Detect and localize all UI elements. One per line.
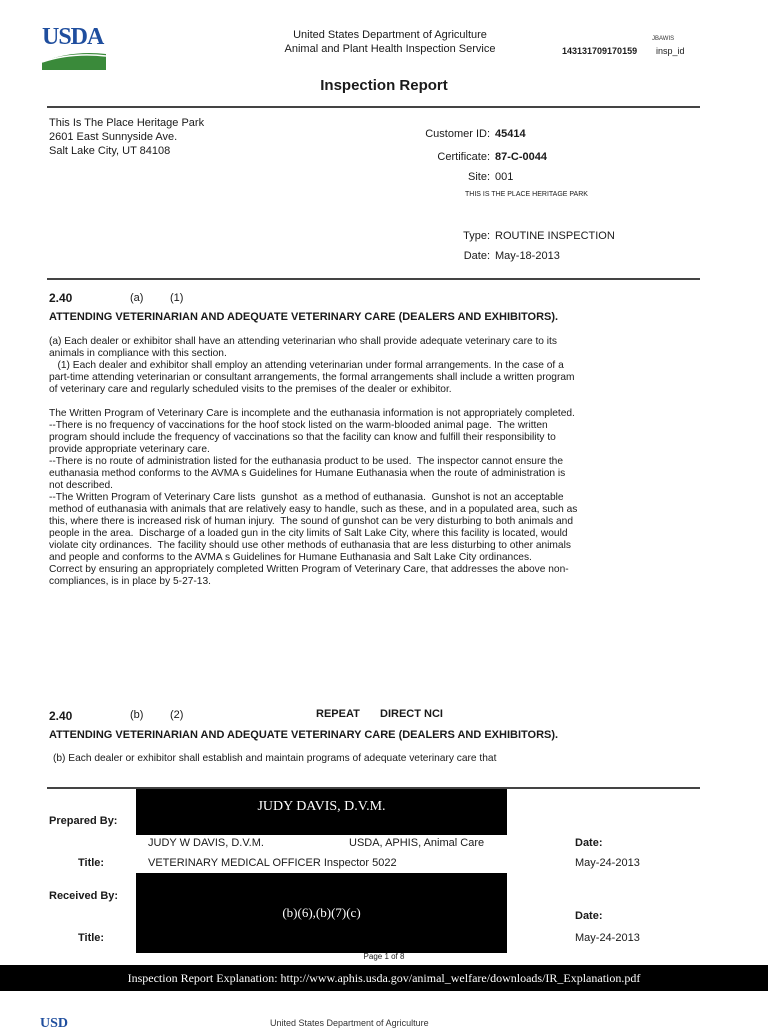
section1-line: and people and conforms to the AVMA s Guidelines for Humane Euthanasia and Salt Lake City ordinances. [49,552,532,563]
section1-heading: ATTENDING VETERINARIAN AND ADEQUATE VETERINARY CARE (DEALERS AND EXHIBITORS). [49,311,559,323]
section1-line: violate city ordinances. The facility should use other methods of euthanasia that are less disturbing to other animals [49,540,571,551]
facility-name: This Is The Place Heritage Park [49,117,205,129]
section1-line: --The Written Program of Veterinary Care lists gunshot as a method of euthanasia. Gunshot is not an acceptable [49,492,564,503]
department-header [200,28,580,56]
page-title: Inspection Report [320,77,448,94]
section1-line: this, where there is increased risk of human injury. The sound of gunshot can be very disturbing to both animals and [49,516,574,527]
preparer-agency: USDA, APHIS, Animal Care [349,837,485,849]
certificate-label: Certificate: [437,151,490,163]
section2-sub1: (b) [130,709,144,721]
department-line2: Animal and Plant Health Inspection Service [284,43,496,55]
redaction-note: (b)(6),(b)(7)(c) [282,905,361,920]
section2-heading: ATTENDING VETERINARIAN AND ADEQUATE VETERINARY CARE (DEALERS AND EXHIBITORS). [49,729,559,741]
department-line1: United States Department of Agriculture [293,29,487,41]
section1-line: animals in compliance with this section. [49,348,227,359]
section1-sub1: (a) [130,292,144,304]
preparer-title: VETERINARY MEDICAL OFFICER Inspector 5022 [148,857,397,869]
section1-line [49,396,709,408]
section1-line: program should include the frequency of vaccinations so that the facility can know and fulfill their responsibility to [49,432,556,443]
info-divider [47,278,700,280]
customer-id-value: 45414 [495,128,526,140]
section2-code: 2.40 [49,709,73,723]
header-divider [47,106,700,108]
preparer-name: JUDY W DAVIS, D.V.M. [148,837,264,849]
section1-line: (1) Each dealer and exhibitor shall employ an attending veterinarian under formal arrangements. In the case of a [49,360,564,371]
section1-line: method of euthanasia with animals that are relatively easy to handle, such as these, and in a populated area, such as [49,504,578,515]
section2-sub2: (2) [170,709,184,721]
certificate-value: 87-C-0044 [495,151,547,163]
facility-address-line2: Salt Lake City, UT 84108 [49,145,171,157]
site-name: THIS IS THE PLACE HERITAGE PARK [465,191,588,198]
repeat-label: REPEAT [316,708,360,720]
small-code: JBAWIS [652,36,675,42]
next-page-logo: USD [40,1016,69,1031]
section1-line: --There is no route of administration listed for the euthanasia product to be used. The inspector cannot ensure the [49,456,564,467]
section1-line: compliances, is in place by 5-27-13. [49,576,211,587]
prepared-signature-box [136,789,507,835]
section1-sub2: (1) [170,292,184,304]
next-page-header: United States Department of Agriculture [270,1018,429,1028]
date-value: May-18-2013 [495,250,560,262]
received-by-label: Received By: [49,890,119,902]
received-title-label: Title: [78,932,105,944]
insp-id-label: insp_id [656,46,685,56]
section1-line: --There is no frequency of vaccinations for the hoof stock listed on the warm-blooded animal page. The written [49,420,548,431]
direct-nci-label: DIRECT NCI [380,708,443,720]
usda-logo-text: USDA [42,24,104,50]
prepared-by-label: Prepared By: [49,815,118,827]
customer-id-label: Customer ID: [425,128,490,140]
section1-line: The Written Program of Veterinary Care is incomplete and the euthanasia information is not appropriately completed. [49,408,575,419]
received-date: May-24-2013 [575,932,640,944]
page-number: Page 1 of 8 [363,952,405,961]
section2-line: (b) Each dealer or exhibitor shall establish and maintain programs of adequate veterinary care that [53,753,497,764]
section1-line: people in the area. Discharge of a loaded gun in the city limits of Salt Lake City, where this facility is located, would [49,528,568,539]
type-label: Type: [463,230,490,242]
facility-address-line1: 2601 East Sunnyside Ave. [49,131,178,143]
inspection-number: 143131709170159 [562,46,638,56]
inspection-report-explanation[interactable]: Inspection Report Explanation: http://www.aphis.usda.gov/animal_welfare/downloads/IR_Explanation.pdf [0,965,768,991]
section1-line: Correct by ensuring an appropriately completed Written Program of Veterinary Care, that addresses the above non- [49,564,569,575]
type-value: ROUTINE INSPECTION [495,230,615,242]
section1-line: of veterinary care and regularly scheduled visits to the premises of the dealer or exhibitor. [49,384,452,395]
facility-address [49,116,204,158]
section1-line: provide appropriate veterinary care. [49,444,210,455]
site-label: Site: [467,171,490,183]
section1-line: not described. [49,480,113,491]
usda-logo-swoosh [42,50,106,70]
prepared-signature: JUDY DAVIS, D.V.M. [257,799,386,814]
prepared-title-label: Title: [78,857,105,869]
received-date-label: Date: [575,910,603,922]
prepared-date-label: Date: [575,837,603,849]
usda-logo [42,24,106,72]
section1-code: 2.40 [49,291,73,305]
received-redaction-box [136,873,507,953]
section1-line: euthanasia method conforms to the AVMA s Guidelines for Humane Euthanasia when the route of administration is [49,468,566,479]
section1-body [49,336,709,588]
section1-line: part-time attending veterinarian or consultant arrangements, the formal arrangements shall include a written program [49,372,575,383]
site-value: 001 [495,171,514,183]
prepared-date: May-24-2013 [575,857,640,869]
section1-line: (a) Each dealer or exhibitor shall have an attending veterinarian who shall provide adequate veterinary care to its [49,336,557,347]
date-label: Date: [463,250,490,262]
